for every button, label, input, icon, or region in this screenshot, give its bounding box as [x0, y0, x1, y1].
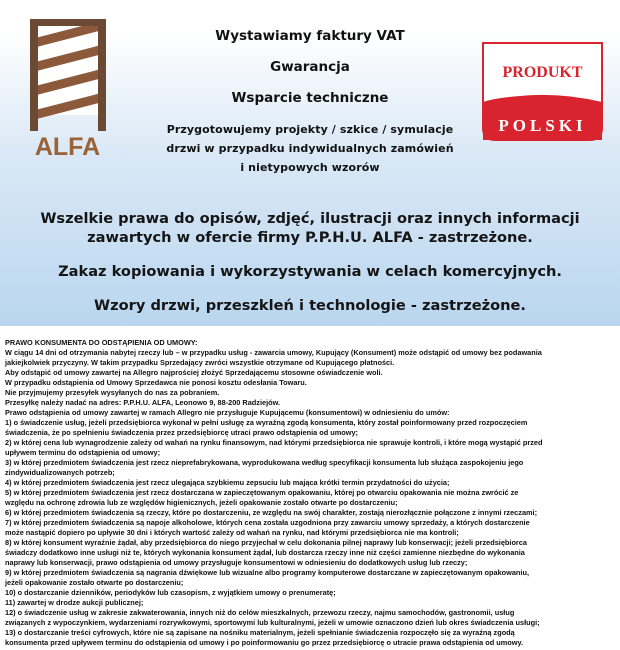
terms-line: jakiejkolwiek przyczyny. W takim przypadku Sprzedający zwróci wszystkie otrzymane od Kupującego płatności.	[5, 358, 395, 367]
terms-line: 11) zawartej w drodze aukcji publicznej;	[5, 598, 144, 607]
polski-label: POLSKI	[498, 116, 587, 135]
terms-line: 7) w której przedmiotem świadczenia są napoje alkoholowe, których cena została uzgodniona przy zawarciu umowy sprzedaży, a których dostarczenie	[5, 518, 530, 527]
terms-line: świadczenia, że po spełnieniu świadczenia przez przedsiębiorcę utraci prawo odstąpienia od umowy;	[5, 428, 358, 437]
tech-support-text: Wsparcie techniczne	[231, 90, 389, 106]
terms-line: świadczy dodatkowo inne usługi niż te, których wykonania konsument żądał, lub dostarcza rzeczy inne niż części zamienne niezbędne do wykonania	[5, 548, 525, 557]
vat-invoice-text: Wystawiamy faktury VAT	[215, 28, 405, 44]
terms-line: 3) w której przedmiotem świadczenia jest rzecz nieprefabrykowana, wyprodukowana według specyfikacji konsumenta lub służąca zaspokojeniu jego	[5, 458, 524, 467]
terms-line: naprawy lub konserwacji, prawo odstąpienia od umowy przysługuje konsumentowi w odniesieniu do dodatkowych usług lub rzeczy;	[5, 558, 468, 567]
terms-line: związanych z wypoczynkiem, wydarzeniami rozrywkowymi, sportowymi lub kulturalnymi, jeżeli w umowie oznaczono dzień lub okres świadczenia usługi;	[5, 618, 540, 627]
terms-line: upływem terminu do odstąpienia od umowy;	[5, 448, 161, 457]
terms-line: 2) w której cena lub wynagrodzenie zależy od wahań na rynku finansowym, nad którymi przedsiębiorca nie sprawuje kontroli, i które mogą wystąpić przed	[5, 438, 543, 447]
service-line-1: Przygotowujemy projekty / szkice / symulacje	[166, 123, 454, 136]
terms-line: Nie przyjmujemy przesyłek wysyłanych do nas za pobraniem.	[5, 388, 220, 397]
designs-reserved-notice: Wzory drzwi, przeszkleń i technologie - zastrzeżone.	[94, 297, 526, 314]
terms-line: Prawo odstąpienia od umowy zawartej w ramach Allegro nie przysługuje Kupującemu (konsumentowi) w odniesieniu do umów:	[5, 408, 450, 417]
terms-line: 1) o świadczenie usług, jeżeli przedsiębiorca wykonał w pełni usługę za wyraźną zgodą konsumenta, który został poinformowany przed rozpoczęciem	[5, 418, 528, 427]
terms-line: jeżeli opakowanie zostało otwarte po dostarczeniu;	[5, 578, 184, 587]
terms-line: W przypadku odstąpienia od Umowy Sprzedawca nie ponosi kosztu odesłania Towaru.	[5, 378, 307, 387]
produkt-label: PRODUKT	[502, 64, 583, 81]
terms-line: konsumenta przed upływem terminu do odstąpienia od umowy i po poinformowaniu go przez przedsiębiorcę o utracie prawa odstąpienia od umowy.	[5, 638, 524, 647]
terms-line: 4) w której przedmiotem świadczenia jest rzecz ulegająca szybkiemu zepsuciu lub mająca krótki termin przydatności do użycia;	[5, 478, 450, 487]
service-line-3: i nietypowych wzorów	[240, 161, 380, 174]
terms-line: 9) w której przedmiotem świadczenia są nagrania dźwiękowe lub wizualne albo programy komputerowe dostarczane w zapieczętowanym opakowaniu,	[5, 568, 529, 577]
terms-line: 8) w której konsument wyraźnie żądał, aby przedsiębiorca do niego przyjechał w celu dokonania pilnej naprawy lub konserwacji; jeżeli przedsiębiorca	[5, 538, 527, 547]
terms-heading: PRAWO KONSUMENTA DO ODSTĄPIENIA OD UMOWY:	[5, 338, 198, 347]
copyright-notice-line-2: zawartych w ofercie firmy P.P.H.U. ALFA - zastrzeżone.	[87, 229, 533, 246]
withdrawal-terms	[0, 328, 620, 650]
terms-line: 6) w której przedmiotem świadczenia są rzeczy, które po dostarczeniu, ze względu na swój charakter, zostają nierozłącznie połączone z innymi rzeczami;	[5, 508, 538, 517]
copyright-notice-line-1: Wszelkie prawa do opisów, zdjęć, ilustracji oraz innych informacji	[40, 210, 580, 227]
no-copy-notice: Zakaz kopiowania i wykorzystywania w celach komercyjnych.	[58, 263, 562, 280]
terms-line: W ciągu 14 dni od otrzymania nabytej rzeczy lub – w przypadku usług - zawarcia umowy, Kupujący (Konsument) może odstąpić od umowy bez podawania	[5, 348, 542, 357]
terms-line: 13) o dostarczanie treści cyfrowych, które nie są zapisane na nośniku materialnym, jeżeli spełnianie świadczenia rozpoczęło się za wyraźną zgodą	[5, 628, 515, 637]
terms-line: względu na ochronę zdrowia lub ze względów higienicznych, jeżeli opakowanie zostało otwarte po dostarczeniu;	[5, 498, 398, 507]
terms-line: zindywidualizowanych potrzeb;	[5, 468, 115, 477]
service-line-2: drzwi w przypadku indywidualnych zamówień	[166, 142, 454, 155]
terms-line: Przesyłkę należy nadać na adres: P.P.H.U. ALFA, Leonowo 9, 88-200 Radziejów.	[5, 398, 281, 407]
terms-line: 5) w której przedmiotem świadczenia jest rzecz dostarczana w zapieczętowanym opakowaniu, której po otwarciu opakowania nie można zwrócić ze	[5, 488, 519, 497]
terms-line: Aby odstąpić od umowy zawartej na Allegro najprościej złożyć Sprzedającemu stosowne oświadczenie woli.	[5, 368, 383, 377]
terms-line: może nastąpić dopiero po upływie 30 dni i których wartość zależy od wahań na rynku, nad którymi przedsiębiorca nie ma kontroli;	[5, 528, 459, 537]
terms-line: 12) o świadczenie usług w zakresie zakwaterowania, innych niż do celów mieszkalnych, przewozu rzeczy, najmu samochodów, gastronomii, usług	[5, 608, 515, 617]
alfa-logo-text: ALFA	[34, 133, 101, 160]
warranty-text: Gwarancja	[270, 59, 350, 75]
terms-line: 10) o dostarczanie dzienników, periodyków lub czasopism, z wyjątkiem umowy o prenumeratę;	[5, 588, 336, 597]
